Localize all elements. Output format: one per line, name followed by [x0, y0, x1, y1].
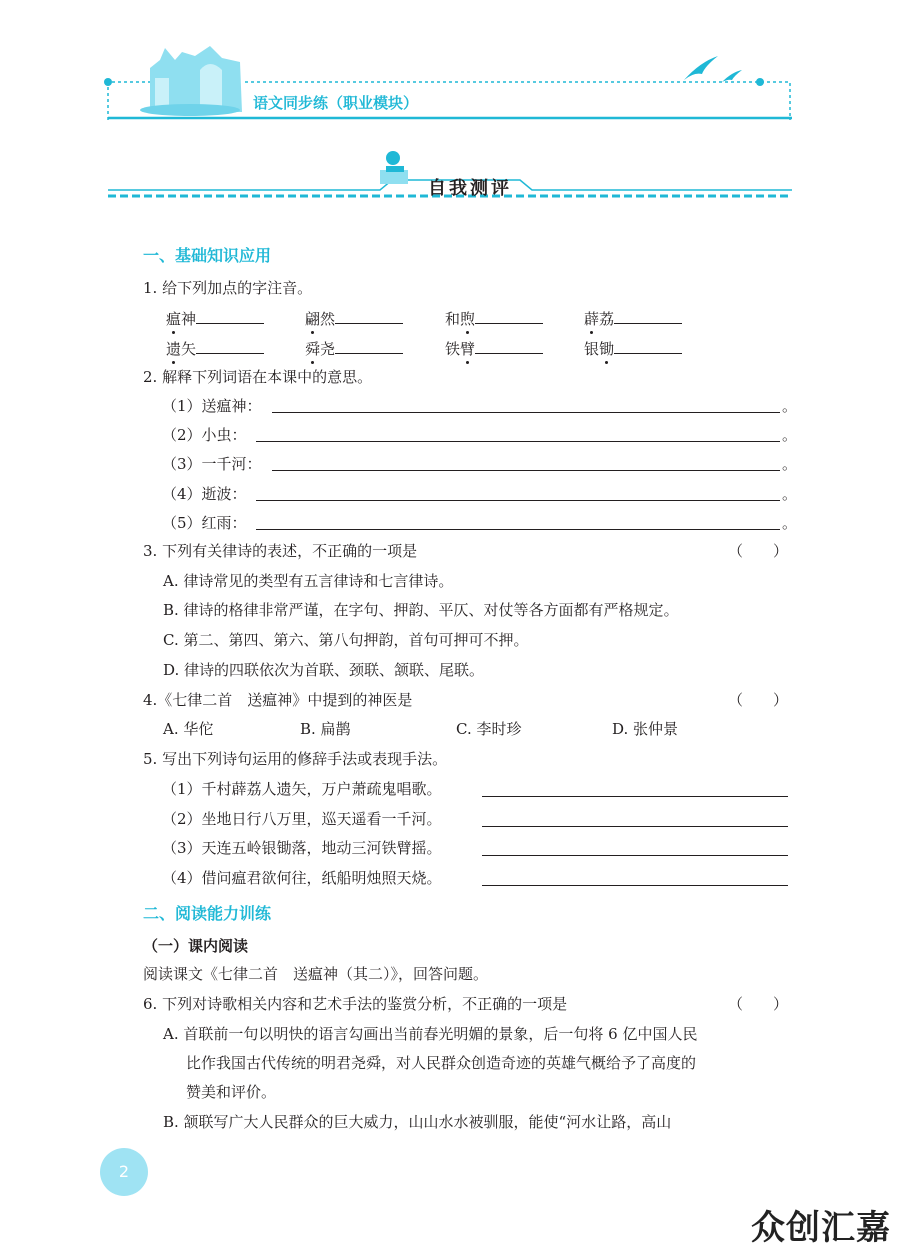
q2-end: 。	[782, 485, 798, 503]
header-decoration	[0, 0, 899, 130]
part1-heading: 一、基础知识应用	[143, 246, 272, 265]
q1-word: 和煦	[445, 307, 543, 329]
q2-end: 。	[782, 455, 798, 473]
header-title: 语文同步练（职业模块）	[253, 94, 419, 112]
watermark: 众创汇嘉	[751, 1208, 891, 1248]
answer-line	[482, 855, 788, 856]
q4-option: A. 华佗	[163, 720, 214, 738]
q2-end: 。	[782, 426, 798, 444]
q2-item: （4）逝波：	[162, 485, 247, 503]
birds-icon	[684, 56, 742, 82]
page-number: 2	[100, 1148, 148, 1196]
answer-line	[256, 441, 780, 442]
q4-option: D. 张仲景	[612, 720, 679, 738]
q1-word: 遗矢	[166, 337, 264, 359]
q2-stem: 2. 解释下列词语在本课中的意思。	[143, 368, 373, 386]
q6-option-a-line: 赞美和评价。	[186, 1083, 277, 1101]
reading-person-icon	[380, 151, 408, 184]
reading-intro: 阅读课文《七律二首 送瘟神（其二）》，回答问题。	[143, 965, 489, 983]
q2-item: （5）红雨：	[162, 514, 247, 532]
section-title: 自我测评	[428, 178, 512, 199]
q1-word: 翩然	[305, 307, 403, 329]
q2-item: （1）送瘟神：	[162, 397, 262, 415]
answer-line	[272, 412, 780, 413]
q2-item: （2）小虫：	[162, 426, 247, 444]
sub1-heading: （一）课内阅读	[143, 937, 249, 955]
q3-option: D. 律诗的四联依次为首联、颈联、颔联、尾联。	[163, 661, 485, 679]
answer-line	[272, 470, 780, 471]
answer-line	[482, 796, 788, 797]
answer-paren: （ ）	[728, 542, 789, 560]
q6-option-b-line: B. 颔联写广大人民群众的巨大威力，山山水水被驯服，能使“河水让路，高山	[163, 1113, 672, 1131]
q5-item: （4）借问瘟君欲何往，纸船明烛照天烧。	[162, 869, 442, 887]
q1-word: 铁臂	[445, 337, 543, 359]
answer-line	[256, 500, 780, 501]
q5-item: （2）坐地日行八万里，巡天遥看一千河。	[162, 810, 442, 828]
q3-option: C. 第二、第四、第六、第八句押韵，首句可押可不押。	[163, 631, 529, 649]
answer-line	[482, 885, 788, 886]
q3-option: B. 律诗的格律非常严谨，在字句、押韵、平仄、对仗等各方面都有严格规定。	[163, 601, 679, 619]
castle-illustration	[140, 46, 242, 116]
q5-item: （3）天连五岭银锄落，地动三河铁臂摇。	[162, 839, 442, 857]
q6-option-a-line: 比作我国古代传统的明君尧舜，对人民群众创造奇迹的英雄气概给予了高度的	[186, 1054, 697, 1072]
q6-stem: 6. 下列对诗歌相关内容和艺术手法的鉴赏分析，不正确的一项是	[143, 995, 568, 1013]
q1-word: 银锄	[584, 337, 682, 359]
q1-stem: 1. 给下列加点的字注音。	[143, 279, 313, 297]
q3-stem: 3. 下列有关律诗的表述，不正确的一项是	[143, 542, 418, 560]
q4-stem: 4.《七律二首 送瘟神》中提到的神医是	[143, 691, 413, 709]
q4-option: C. 李时珍	[456, 720, 522, 738]
answer-paren: （ ）	[728, 995, 789, 1013]
q6-option-a-line: A. 首联前一句以明快的语言勾画出当前春光明媚的景象，后一句将 6 亿中国人民	[163, 1025, 698, 1043]
answer-line	[482, 826, 788, 827]
q2-end: 。	[782, 514, 798, 532]
q5-item: （1）千村薜荔人遗矢，万户萧疏鬼唱歌。	[162, 780, 442, 798]
q1-word: 瘟神	[166, 307, 264, 329]
q2-item: （3）一千河：	[162, 455, 262, 473]
q1-word: 薜荔	[584, 307, 682, 329]
answer-paren: （ ）	[728, 691, 789, 709]
q2-end: 。	[782, 397, 798, 415]
q4-option: B. 扁鹊	[300, 720, 351, 738]
q1-word: 舜尧	[305, 337, 403, 359]
answer-line	[256, 529, 780, 530]
part2-heading: 二、阅读能力训练	[143, 904, 272, 923]
q5-stem: 5. 写出下列诗句运用的修辞手法或表现手法。	[143, 750, 448, 768]
q3-option: A. 律诗常见的类型有五言律诗和七言律诗。	[163, 572, 454, 590]
